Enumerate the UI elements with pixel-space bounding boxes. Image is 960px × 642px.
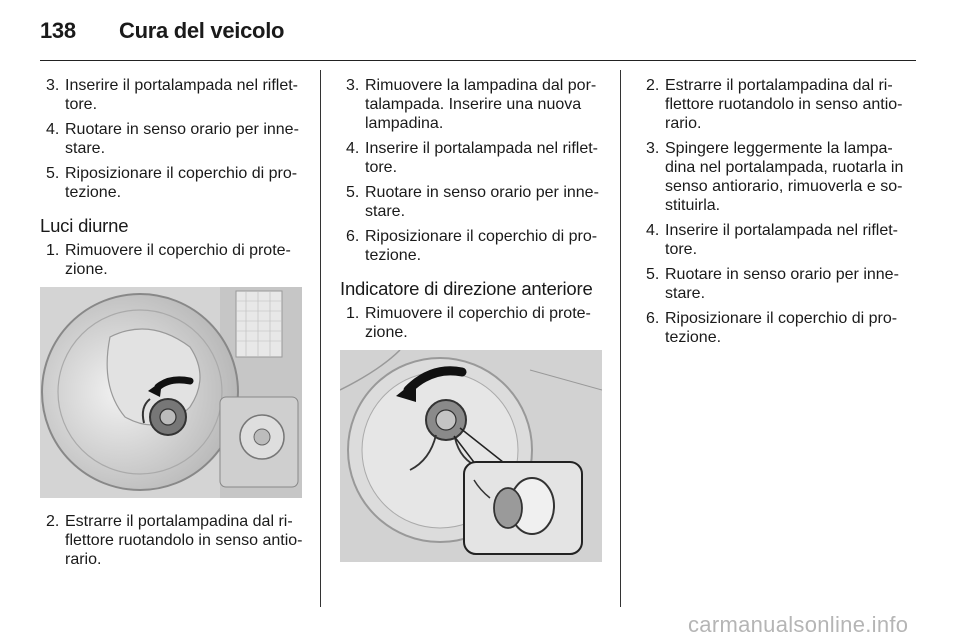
step-text: Rimuovere la lampadina dal por-talampada. Inserire una nuova lampadina.: [365, 77, 597, 132]
step-text: Inserire il portalampada nel riflet-tore.: [665, 222, 898, 258]
step-text: Ruotare in senso orario per inne-stare.: [365, 184, 599, 220]
page-title: Cura del veicolo: [119, 18, 285, 43]
step-number: 5.: [46, 165, 60, 182]
list-item: [640, 221, 910, 259]
step-number: 3.: [346, 77, 360, 94]
step-number: 3.: [46, 77, 60, 94]
column-3: [640, 76, 910, 353]
step-text: Rimuovere il coperchio di prote-zione.: [65, 242, 291, 278]
step-number: 2.: [646, 77, 660, 94]
watermark: carmanualsonline.info: [688, 612, 909, 637]
step-number: 6.: [646, 310, 660, 327]
column-1: [40, 76, 308, 575]
list-item: [640, 76, 910, 133]
step-text: Riposizionare il coperchio di pro-tezione.: [365, 228, 598, 264]
step-number: 5.: [646, 266, 660, 283]
step-number: 1.: [46, 242, 60, 259]
list-item: [640, 265, 910, 303]
list-item: [340, 183, 612, 221]
step-text: Spingere leggermente la lampa-dina nel portalampada, ruotarla in senso antiorario, rimuoverla e so-stituirla.: [665, 140, 904, 214]
step-text: Riposizionare il coperchio di pro-tezione.: [665, 310, 898, 346]
list-item: [40, 512, 308, 569]
step-text: Estrarre il portalampadina dal ri-flettore ruotandolo in senso antio-rario.: [665, 77, 903, 132]
section-heading-daytime-lights: Luci diurne: [40, 215, 129, 236]
list-item: [40, 76, 308, 114]
list-item: [40, 241, 308, 279]
list-item: [340, 304, 612, 342]
section-heading-front-turn-signal: Indicatore di direzione anteriore: [340, 278, 593, 299]
header-rule: [40, 60, 916, 61]
step-number: 4.: [646, 222, 660, 239]
list-item: [40, 164, 308, 202]
step-text: Ruotare in senso orario per inne-stare.: [65, 121, 299, 157]
list-item: [40, 120, 308, 158]
step-number: 3.: [646, 140, 660, 157]
list-item: [640, 309, 910, 347]
column-2: [340, 76, 612, 576]
page-number: 138: [40, 18, 76, 43]
step-list-a: [40, 76, 308, 202]
list-item: [640, 139, 910, 215]
step-number: 4.: [346, 140, 360, 157]
list-item: [340, 139, 612, 177]
column-divider-2: [620, 70, 621, 607]
column-divider-1: [320, 70, 321, 607]
step-number: 2.: [46, 513, 60, 530]
step-text: Inserire il portalampada nel riflet-tore.: [365, 140, 598, 176]
step-text: Rimuovere il coperchio di prote-zione.: [365, 305, 591, 341]
step-text: Riposizionare il coperchio di pro-tezione.: [65, 165, 298, 201]
step-text: Ruotare in senso orario per inne-stare.: [665, 266, 899, 302]
step-number: 1.: [346, 305, 360, 322]
step-number: 6.: [346, 228, 360, 245]
step-number: 4.: [46, 121, 60, 138]
step-number: 5.: [346, 184, 360, 201]
list-item: [340, 76, 612, 133]
figure-daytime-light-cover: [40, 287, 302, 498]
figure-turn-signal-socket: [340, 350, 602, 562]
step-text: Inserire il portalampada nel riflet-tore.: [65, 77, 298, 113]
step-text: Estrarre il portalampadina dal ri-flettore ruotandolo in senso antio-rario.: [65, 513, 303, 568]
list-item: [340, 227, 612, 265]
